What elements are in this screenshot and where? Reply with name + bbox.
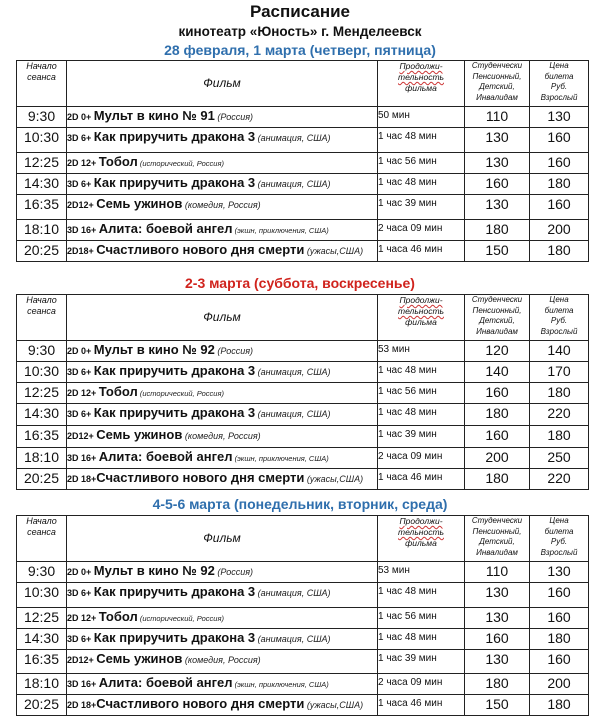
- film-duration: 1 час 56 мин: [378, 383, 465, 404]
- film-duration: 1 час 39 мин: [378, 426, 465, 448]
- header-discount-line: Студенчески: [471, 61, 523, 70]
- discount-price: 180: [465, 469, 530, 490]
- header-discount-price: [465, 295, 530, 341]
- film-title: Как приручить дракона 3: [93, 630, 256, 645]
- film-title: Тобол: [98, 384, 138, 399]
- film-format-rating: 2D 12+: [67, 158, 99, 168]
- header-duration-line: фильма: [405, 317, 437, 327]
- header-duration-line: фильма: [405, 538, 437, 548]
- table-row: [17, 195, 589, 220]
- adult-price: 160: [530, 195, 589, 220]
- adult-price: 180: [530, 695, 589, 716]
- film-duration: 1 час 56 мин: [378, 608, 465, 629]
- film-title: Как приручить дракона 3: [93, 363, 256, 378]
- film-format-rating: 2D12+: [67, 655, 97, 665]
- header-adult-line: Цена: [549, 295, 569, 304]
- table-header-row: [17, 61, 589, 107]
- header-start-line: сеанса: [27, 72, 56, 82]
- header-duration-line: Продолжи-: [399, 295, 443, 305]
- film-genre: (исторический, Россия): [137, 614, 224, 623]
- film-cell: [67, 562, 378, 583]
- header-adult-line: Руб.: [550, 316, 568, 325]
- film-title: Как приручить дракона 3: [93, 175, 256, 190]
- film-cell: [67, 153, 378, 174]
- film-genre: (исторический, Россия): [137, 389, 224, 398]
- film-title: Мульт в кино № 92: [93, 342, 215, 357]
- film-format-rating: 2D 0+: [67, 112, 94, 122]
- session-time: 18:10: [17, 674, 67, 695]
- schedule-table: [16, 60, 589, 262]
- discount-price: 110: [465, 107, 530, 128]
- film-cell: [67, 107, 378, 128]
- discount-price: 200: [465, 448, 530, 469]
- header-adult-line: Цена: [549, 516, 569, 525]
- adult-price: 180: [530, 426, 589, 448]
- header-start: [17, 295, 67, 341]
- film-format-rating: 2D 0+: [67, 567, 94, 577]
- film-cell: [67, 128, 378, 153]
- table-row: [17, 650, 589, 674]
- table-row: [17, 629, 589, 650]
- film-title: Тобол: [98, 609, 138, 624]
- film-duration: 1 час 48 мин: [378, 583, 465, 608]
- header-discount-price: [465, 516, 530, 562]
- session-time: 12:25: [17, 153, 67, 174]
- film-title: Мульт в кино № 92: [93, 563, 215, 578]
- header-duration-line: Продолжи-: [399, 516, 443, 526]
- header-start-line: сеанса: [27, 306, 56, 316]
- film-genre: (ужасы,США): [304, 474, 364, 484]
- film-duration: 1 часа 46 мин: [378, 695, 465, 716]
- film-title: Алита: боевой ангел: [98, 449, 233, 464]
- adult-price: 130: [530, 562, 589, 583]
- header-discount-line: Инвалидам: [476, 92, 518, 102]
- discount-price: 160: [465, 426, 530, 448]
- film-cell: [67, 341, 378, 362]
- table-row: [17, 448, 589, 469]
- discount-price: 130: [465, 195, 530, 220]
- adult-price: 180: [530, 383, 589, 404]
- film-format-rating: 2D18+: [67, 246, 97, 256]
- film-format-rating: 2D 0+: [67, 346, 94, 356]
- film-format-rating: 3D 6+: [67, 179, 94, 189]
- film-duration: 1 час 48 мин: [378, 362, 465, 383]
- header-adult-price: [530, 295, 589, 341]
- discount-price: 140: [465, 362, 530, 383]
- header-duration-line: тельность: [398, 306, 444, 316]
- session-time: 12:25: [17, 608, 67, 629]
- header-discount-line: Инвалидам: [476, 547, 518, 557]
- header-duration-line: тельность: [398, 72, 444, 82]
- header-duration-line: тельность: [398, 527, 444, 537]
- film-duration: 2 часа 09 мин: [378, 448, 465, 469]
- discount-price: 130: [465, 153, 530, 174]
- session-time: 10:30: [17, 128, 67, 153]
- film-title: Мульт в кино № 91: [93, 108, 215, 123]
- header-film: Фильм: [67, 61, 378, 107]
- film-genre: (исторический, Россия): [137, 159, 224, 168]
- session-time: 14:30: [17, 174, 67, 195]
- adult-price: 180: [530, 241, 589, 262]
- header-discount-line: Инвалидам: [476, 326, 518, 336]
- schedule-table: [16, 294, 589, 490]
- header-start-line: сеанса: [27, 527, 56, 537]
- film-genre: (ужасы,США): [304, 246, 364, 256]
- film-cell: [67, 195, 378, 220]
- header-adult-price: [530, 61, 589, 107]
- film-title: Алита: боевой ангел: [98, 675, 233, 690]
- header-adult-line: билета: [544, 71, 574, 81]
- adult-price: 180: [530, 629, 589, 650]
- table-row: [17, 608, 589, 629]
- discount-price: 120: [465, 341, 530, 362]
- discount-price: 150: [465, 241, 530, 262]
- table-header-row: [17, 295, 589, 341]
- discount-price: 160: [465, 174, 530, 195]
- table-row: [17, 128, 589, 153]
- film-duration: 1 час 48 мин: [378, 128, 465, 153]
- film-genre: (комедия, Россия): [182, 200, 261, 210]
- film-title: Счастливого нового дня смерти: [96, 470, 305, 485]
- film-format-rating: 2D 12+: [67, 613, 99, 623]
- adult-price: 160: [530, 583, 589, 608]
- header-adult-line: Взрослый: [540, 326, 578, 336]
- film-cell: [67, 583, 378, 608]
- cinema-subtitle: кинотеатр «Юность» г. Менделеевск: [178, 24, 422, 39]
- header-adult-line: Цена: [549, 61, 569, 70]
- header-discount-line: Детский,: [479, 316, 515, 325]
- film-title: Семь ужинов: [96, 427, 183, 442]
- schedule-date-heading: 4-5-6 марта (понедельник, вторник, среда): [152, 496, 448, 512]
- adult-price: 130: [530, 107, 589, 128]
- film-format-rating: 3D 6+: [67, 634, 94, 644]
- session-time: 18:10: [17, 448, 67, 469]
- header-discount-line: Пенсионный,: [472, 305, 522, 315]
- film-cell: [67, 220, 378, 241]
- header-adult-line: Руб.: [550, 537, 568, 546]
- session-time: 14:30: [17, 629, 67, 650]
- film-cell: [67, 448, 378, 469]
- discount-price: 130: [465, 608, 530, 629]
- film-genre: (экшн, приключения, США): [232, 454, 329, 463]
- header-discount-line: Детский,: [479, 537, 515, 546]
- header-discount-price: [465, 61, 530, 107]
- film-cell: [67, 469, 378, 490]
- header-adult-line: билета: [544, 526, 574, 536]
- film-title: Счастливого нового дня смерти: [96, 242, 305, 257]
- film-cell: [67, 426, 378, 448]
- table-row: [17, 469, 589, 490]
- film-format-rating: 3D 16+: [67, 453, 99, 463]
- film-cell: [67, 674, 378, 695]
- adult-price: 170: [530, 362, 589, 383]
- table-row: [17, 107, 589, 128]
- table-row: [17, 174, 589, 195]
- film-title: Алита: боевой ангел: [98, 221, 233, 236]
- header-start: [17, 61, 67, 107]
- film-genre: (комедия, Россия): [182, 655, 261, 665]
- schedule-date-heading: 28 февраля, 1 марта (четверг, пятница): [164, 42, 436, 58]
- film-cell: [67, 383, 378, 404]
- film-duration: 2 часа 09 мин: [378, 220, 465, 241]
- film-duration: 53 мин: [378, 341, 465, 362]
- discount-price: 130: [465, 128, 530, 153]
- header-adult-price: [530, 516, 589, 562]
- film-format-rating: 3D 16+: [67, 679, 99, 689]
- film-genre: (экшн, приключения, США): [232, 680, 329, 689]
- header-adult-line: Взрослый: [540, 92, 578, 102]
- table-row: [17, 695, 589, 716]
- film-cell: [67, 629, 378, 650]
- session-time: 18:10: [17, 220, 67, 241]
- film-duration: 50 мин: [378, 107, 465, 128]
- header-adult-line: Руб.: [550, 82, 568, 91]
- header-discount-line: Пенсионный,: [472, 71, 522, 81]
- film-title: Как приручить дракона 3: [93, 584, 256, 599]
- adult-price: 200: [530, 220, 589, 241]
- film-title: Счастливого нового дня смерти: [96, 696, 305, 711]
- session-time: 10:30: [17, 362, 67, 383]
- film-genre: (Россия): [214, 112, 254, 122]
- adult-price: 160: [530, 608, 589, 629]
- adult-price: 250: [530, 448, 589, 469]
- discount-price: 110: [465, 562, 530, 583]
- header-adult-line: билета: [544, 305, 574, 315]
- film-cell: [67, 174, 378, 195]
- film-genre: (анимация, США): [255, 133, 331, 143]
- adult-price: 160: [530, 650, 589, 674]
- table-row: [17, 426, 589, 448]
- header-start-line: Начало: [26, 516, 57, 526]
- table-row: [17, 341, 589, 362]
- film-cell: [67, 362, 378, 383]
- film-format-rating: 2D 18+: [67, 700, 97, 710]
- session-time: 9:30: [17, 107, 67, 128]
- session-time: 16:35: [17, 195, 67, 220]
- film-format-rating: 2D 18+: [67, 474, 97, 484]
- table-row: [17, 674, 589, 695]
- film-cell: [67, 241, 378, 262]
- table-row: [17, 220, 589, 241]
- header-discount-line: Детский,: [479, 82, 515, 91]
- discount-price: 160: [465, 629, 530, 650]
- page-title: Расписание: [249, 2, 351, 21]
- film-genre: (экшн, приключения, США): [232, 226, 329, 235]
- film-duration: 53 мин: [378, 562, 465, 583]
- session-time: 20:25: [17, 695, 67, 716]
- film-duration: 1 час 39 мин: [378, 195, 465, 220]
- film-title: Как приручить дракона 3: [93, 129, 256, 144]
- discount-price: 180: [465, 220, 530, 241]
- header-film: Фильм: [67, 516, 378, 562]
- schedule-table: [16, 515, 589, 716]
- adult-price: 220: [530, 469, 589, 490]
- film-genre: (комедия, Россия): [182, 431, 261, 441]
- discount-price: 180: [465, 404, 530, 426]
- table-row: [17, 404, 589, 426]
- film-cell: [67, 695, 378, 716]
- session-time: 9:30: [17, 341, 67, 362]
- discount-price: 130: [465, 650, 530, 674]
- table-row: [17, 241, 589, 262]
- table-row: [17, 583, 589, 608]
- session-time: 20:25: [17, 469, 67, 490]
- film-title: Семь ужинов: [96, 196, 183, 211]
- header-discount-line: Студенчески: [471, 295, 523, 304]
- film-format-rating: 3D 6+: [67, 409, 94, 419]
- film-duration: 1 час 48 мин: [378, 404, 465, 426]
- session-time: 12:25: [17, 383, 67, 404]
- film-format-rating: 3D 6+: [67, 367, 94, 377]
- film-duration: 1 час 56 мин: [378, 153, 465, 174]
- film-genre: (анимация, США): [255, 634, 331, 644]
- header-start-line: Начало: [26, 295, 57, 305]
- film-duration: 1 час 48 мин: [378, 174, 465, 195]
- header-duration: [378, 516, 465, 562]
- film-genre: (анимация, США): [255, 367, 331, 377]
- adult-price: 160: [530, 128, 589, 153]
- film-genre: (ужасы,США): [304, 700, 364, 710]
- table-row: [17, 362, 589, 383]
- film-format-rating: 3D 6+: [67, 133, 94, 143]
- film-genre: (анимация, США): [255, 179, 331, 189]
- film-format-rating: 2D12+: [67, 200, 97, 210]
- discount-price: 130: [465, 583, 530, 608]
- film-duration: 1 час 39 мин: [378, 650, 465, 674]
- schedule-date-heading: 2-3 марта (суббота, воскресенье): [185, 275, 415, 291]
- film-format-rating: 2D 12+: [67, 388, 99, 398]
- film-format-rating: 2D12+: [67, 431, 97, 441]
- session-time: 14:30: [17, 404, 67, 426]
- discount-price: 180: [465, 674, 530, 695]
- header-film: Фильм: [67, 295, 378, 341]
- header-duration: [378, 295, 465, 341]
- film-genre: (анимация, США): [255, 588, 331, 598]
- film-genre: (анимация, США): [255, 409, 331, 419]
- film-duration: 1 час 48 мин: [378, 629, 465, 650]
- adult-price: 220: [530, 404, 589, 426]
- table-row: [17, 383, 589, 404]
- header-duration-line: фильма: [405, 83, 437, 93]
- adult-price: 200: [530, 674, 589, 695]
- film-title: Как приручить дракона 3: [93, 405, 256, 420]
- film-genre: (Россия): [214, 567, 254, 577]
- adult-price: 180: [530, 174, 589, 195]
- table-row: [17, 153, 589, 174]
- adult-price: 140: [530, 341, 589, 362]
- header-start-line: Начало: [26, 61, 57, 71]
- film-title: Тобол: [98, 154, 138, 169]
- session-time: 16:35: [17, 426, 67, 448]
- session-time: 16:35: [17, 650, 67, 674]
- film-cell: [67, 404, 378, 426]
- film-title: Семь ужинов: [96, 651, 183, 666]
- table-row: [17, 562, 589, 583]
- session-time: 9:30: [17, 562, 67, 583]
- film-cell: [67, 608, 378, 629]
- header-discount-line: Пенсионный,: [472, 526, 522, 536]
- film-genre: (Россия): [214, 346, 254, 356]
- film-format-rating: 3D 16+: [67, 225, 99, 235]
- film-format-rating: 3D 6+: [67, 588, 94, 598]
- table-header-row: [17, 516, 589, 562]
- session-time: 20:25: [17, 241, 67, 262]
- film-duration: 2 часа 09 мин: [378, 674, 465, 695]
- film-cell: [67, 650, 378, 674]
- header-duration-line: Продолжи-: [399, 61, 443, 71]
- header-adult-line: Взрослый: [540, 547, 578, 557]
- discount-price: 160: [465, 383, 530, 404]
- discount-price: 150: [465, 695, 530, 716]
- header-discount-line: Студенчески: [471, 516, 523, 525]
- adult-price: 160: [530, 153, 589, 174]
- header-start: [17, 516, 67, 562]
- session-time: 10:30: [17, 583, 67, 608]
- film-duration: 1 часа 46 мин: [378, 241, 465, 262]
- header-duration: [378, 61, 465, 107]
- film-duration: 1 часа 46 мин: [378, 469, 465, 490]
